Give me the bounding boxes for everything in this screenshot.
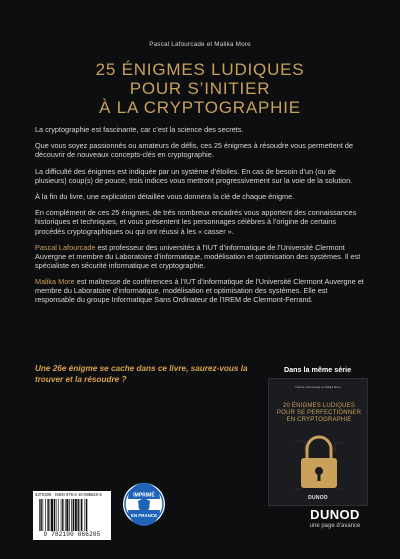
badge-top-text: IMPRIMÉ <box>133 492 155 499</box>
authors: Pascal Lafourcade et Malika More <box>149 41 251 48</box>
series-cover-authors: Pascal Lafourcade et Malika More <box>295 385 341 389</box>
author-bio-more-text: est maîtresse de conférences à l’IUT d’informatique de l’Université Clermont Auvergne et membre du Laboratoire d’informatique, modélisation et optimisation des systèmes. Elle est responsable du groupe Informatique Sans Ordinateur de l’IREM de Clermont-Ferrand. <box>35 277 364 305</box>
barcode-bar <box>86 499 87 531</box>
barcode-bar <box>78 499 79 531</box>
paragraph-intro: La cryptographie est fascinante, car c’est la science des secrets. <box>35 125 244 134</box>
barcode-bar <box>69 499 70 531</box>
barcode-bar <box>80 499 81 531</box>
series-cover-publisher: DUNOD <box>308 495 328 501</box>
badge-bottom-text: EN FRANCE <box>130 513 158 518</box>
barcode-bar <box>47 499 48 531</box>
publisher-name: DUNOD <box>310 507 360 522</box>
barcode-bar <box>75 499 77 531</box>
publisher-tagline: une page d’avance <box>309 523 361 529</box>
author-bio-lafourcade <box>35 243 365 270</box>
barcode-bar <box>40 499 41 531</box>
isbn-text: 5370409 · ISBN 978-2-10-086620-5 <box>35 492 102 497</box>
paragraph-enigmes: Que vous soyez passionnés ou amateurs de défis, ces 25 énigmes à résoudre vous permettent de découvrir de nouveaux concepts-clés en cryptographie. <box>35 141 354 160</box>
title-line-1: 25 ÉNIGMES LUDIQUES <box>95 60 305 79</box>
series-book-cover <box>268 378 368 506</box>
barcode-bar <box>39 499 40 531</box>
paragraph-encadres: En complément de ces 25 énigmes, de très nombreux encadrés vous apportent des connaissances historiques et techniques, et vous présentent les personnages célèbres à l’origine de certains procédés cryptographiques ou qui ont réussi à les « casser ». <box>35 208 357 236</box>
publisher-logo <box>302 508 368 529</box>
book-title <box>0 60 400 117</box>
barcode-bar <box>43 499 44 531</box>
barcode-bar <box>58 499 59 531</box>
barcode-bar <box>85 499 86 531</box>
barcode-number: 9 782100 866205 <box>43 531 101 538</box>
author-bio-more <box>35 277 365 304</box>
barcode-bar <box>81 499 82 531</box>
barcode-bar <box>45 499 46 531</box>
padlock-icon <box>295 431 343 493</box>
title-line-2: POUR S’INITIER <box>129 79 271 98</box>
teaser-text: Une 26e énigme se cache dans ce livre, saurez-vous la trouver et la résoudre ? <box>35 364 248 384</box>
series-cover-title: 20 ÉNIGMES LUDIQUES POUR SE PERFECTIONNER EN CRYPTOGRAPHIE <box>276 403 362 423</box>
barcode-bar <box>56 499 57 531</box>
author-name-lafourcade: Pascal Lafourcade <box>35 242 96 252</box>
barcode-bar <box>65 499 66 531</box>
barcode-bars <box>39 499 107 531</box>
barcode-bar <box>62 499 63 531</box>
barcode-bar <box>50 499 51 531</box>
back-cover-text <box>35 125 365 312</box>
paragraph-solutions: À la fin du livre, une explication détaillée vous donnera la clé de chaque énigme. <box>35 192 295 202</box>
barcode-bar <box>54 499 55 531</box>
barcode-bar <box>73 499 74 531</box>
imprime-en-france-badge <box>122 482 166 526</box>
series-label: Dans la même série <box>283 365 352 374</box>
barcode-bar <box>51 499 53 531</box>
barcode-bar <box>61 499 62 531</box>
author-bio-lafourcade-text: est professeur des universités à l’IUT d’informatique de l’Université Clermont Auvergne et membre du Laboratoire d’informatique, modélisation et optimisation des systèmes. Il est spécialiste en sécurité informatique et cryptographie. <box>35 242 361 270</box>
title-line-3: À LA CRYPTOGRAPHIE <box>99 98 301 117</box>
paragraph-difficulty: La difficulté des énigmes est indiquée par un système d’étoiles. En cas de besoin d’un (ou de plusieurs) coup(s) de pouce, trois indices vous mettront progressivement sur la voie de la solution. <box>35 166 353 185</box>
barcode-bar <box>66 499 68 531</box>
barcode <box>33 491 111 540</box>
barcode-bar <box>71 499 72 531</box>
author-name-more: Malika More <box>35 277 75 287</box>
